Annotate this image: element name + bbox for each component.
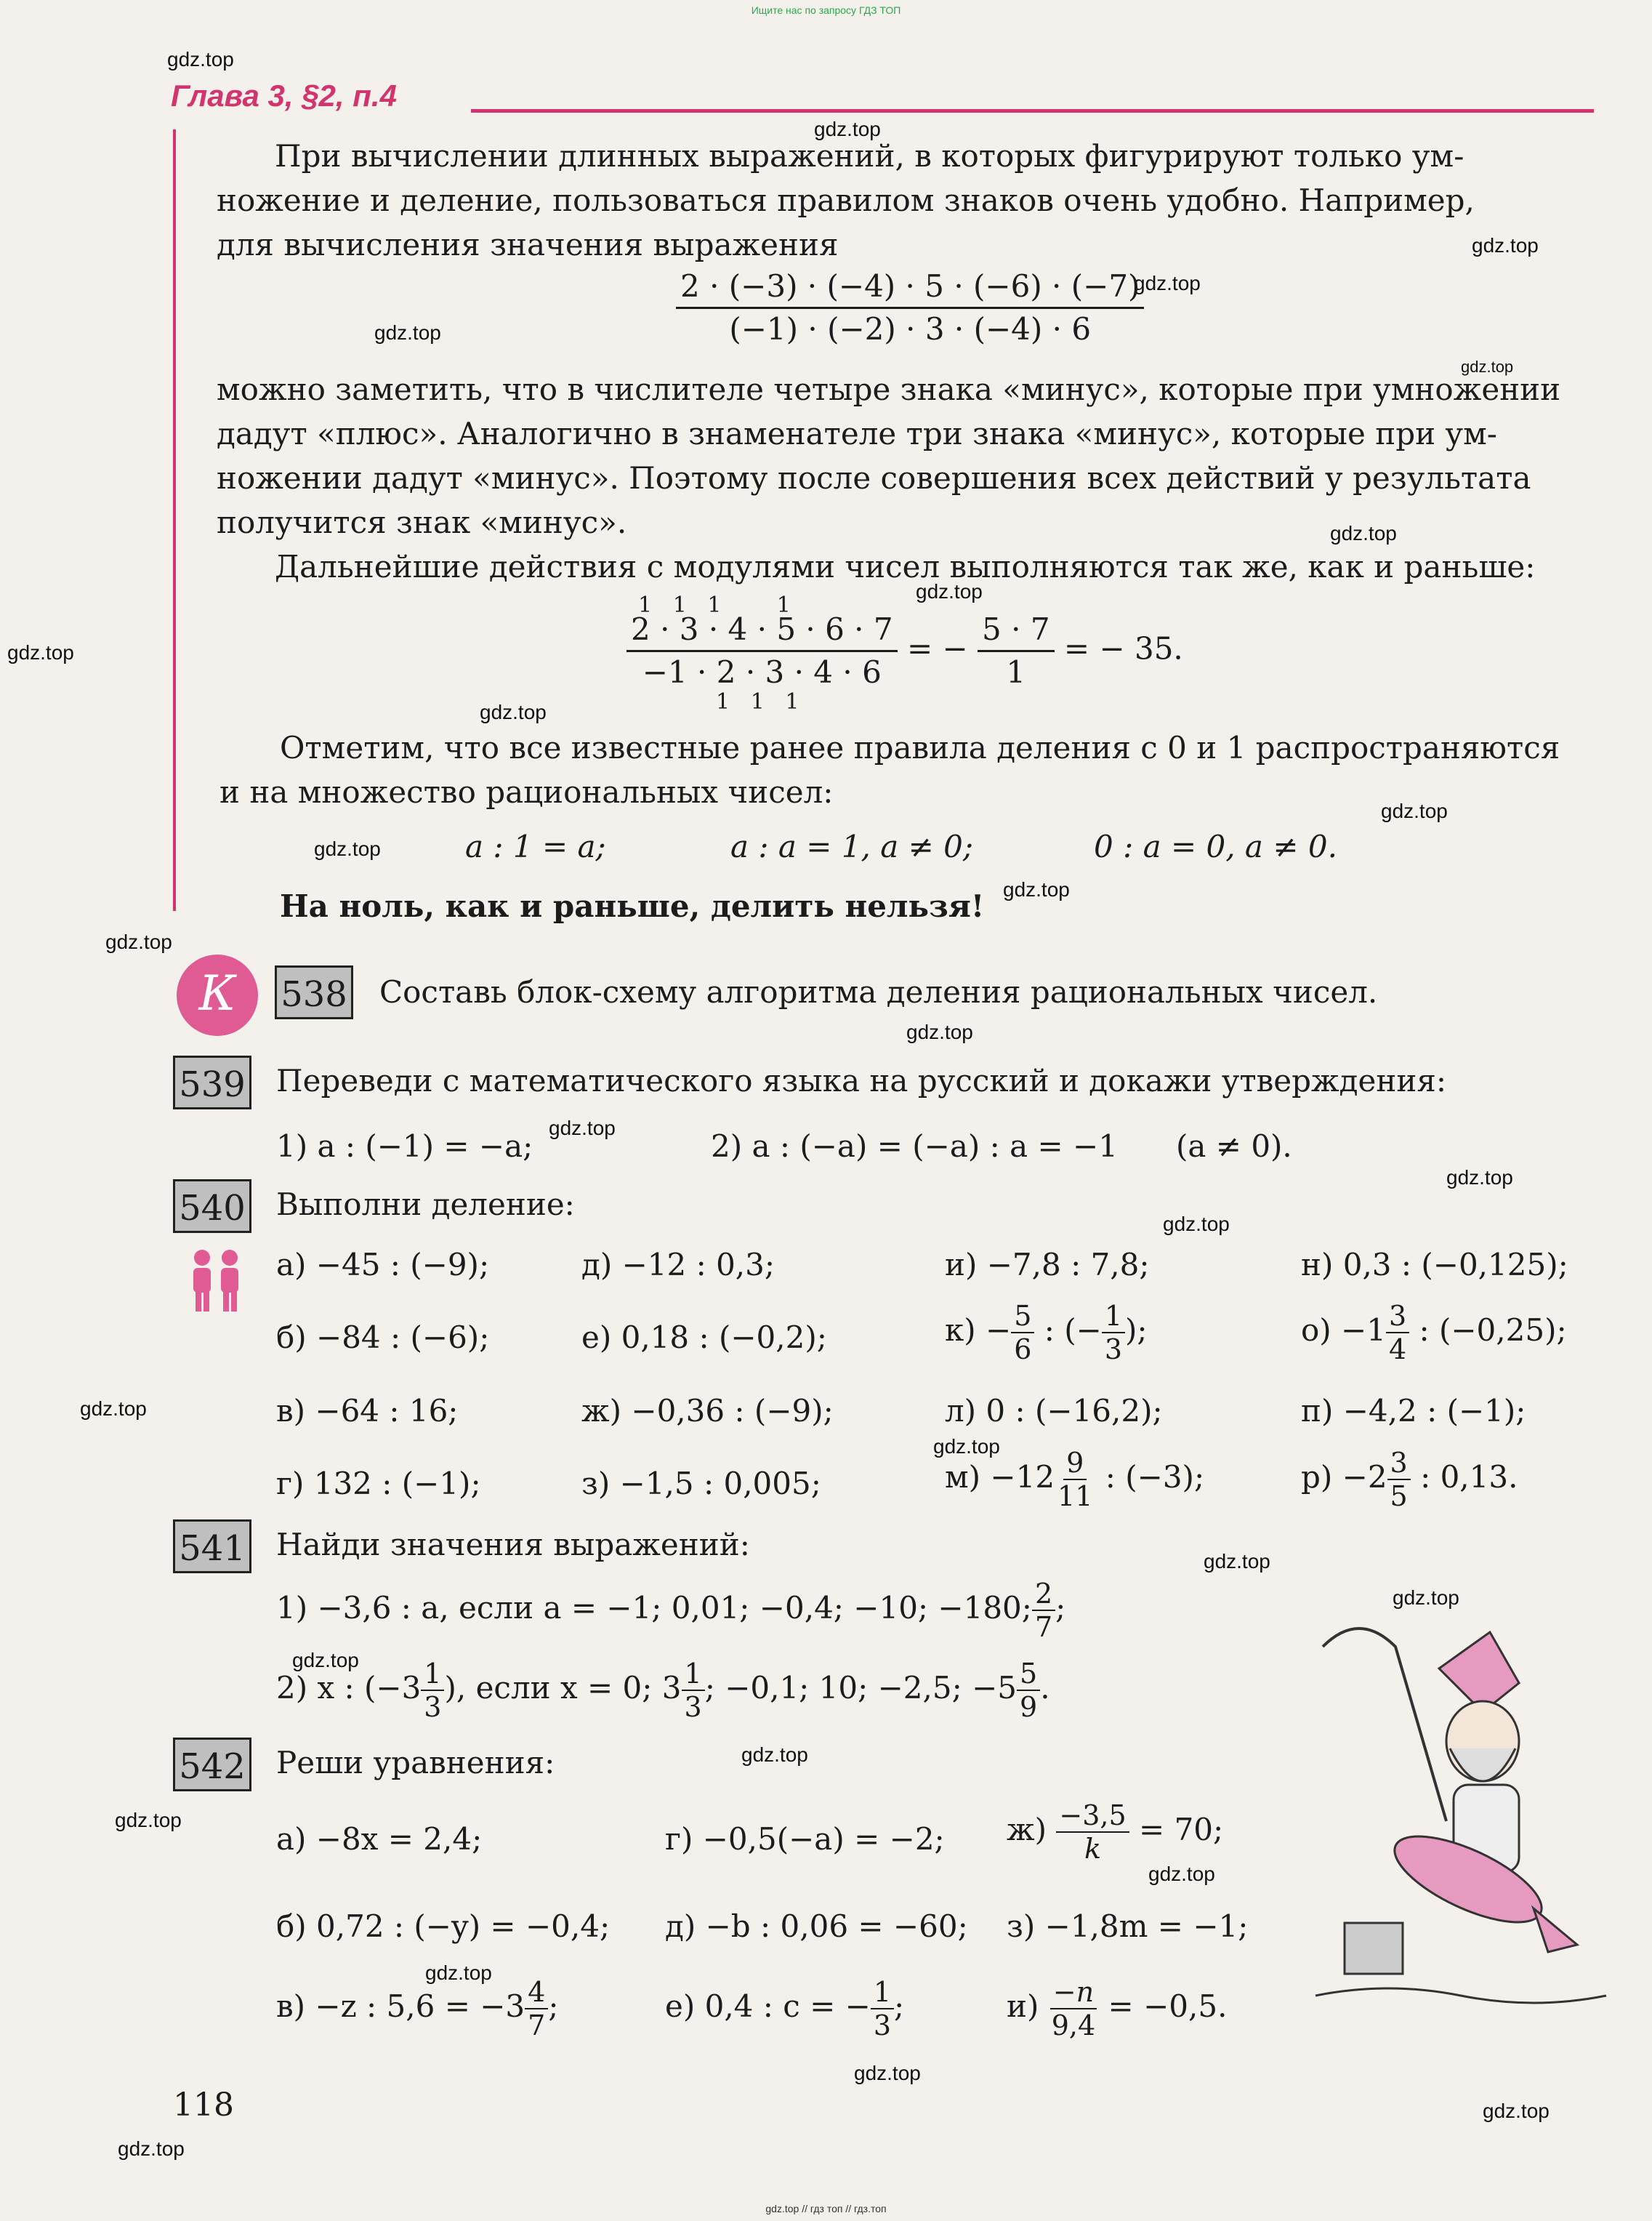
task-542-item: ж) $\frac{-3,5}{k}$ = 70;: [1007, 1799, 1224, 1865]
intro-line: Дальнейшие действия с модулями чисел выполняются так же, как и раньше:: [275, 549, 1536, 585]
task-540-item: в) −64 : 16;: [276, 1393, 459, 1429]
chapter-rule: [471, 109, 1594, 113]
task-539-item: 2) a : (−a) = (−a) : a = −1: [711, 1128, 1118, 1164]
watermark: gdz.top: [7, 641, 74, 664]
intro-line: Отметим, что все известные ранее правила деления с 0 и 1 распространяются: [280, 730, 1560, 766]
watermark: gdz.top: [118, 2137, 185, 2160]
watermark: gdz.top: [916, 580, 983, 603]
calc-denominator-2: 1: [1006, 654, 1026, 690]
page-number: 118: [173, 2087, 234, 2124]
task-542-item: е) 0,4 : c = − $\frac{1}{3}$ ;: [665, 1976, 905, 2041]
pair-work-icon: [188, 1248, 246, 1313]
task-542-item: г) −0,5(−a) = −2;: [665, 1821, 945, 1857]
task-542-item: д) −b : 0,06 = −60;: [665, 1908, 968, 1944]
watermark: gdz.top: [814, 118, 881, 140]
watermark: gdz.top: [80, 1397, 147, 1420]
watermark: gdz.top: [480, 701, 547, 723]
bottom-banner: gdz.top // гдз топ // гдз.топ: [765, 2203, 887, 2214]
intro-line: При вычислении длинных выражений, в которых фигурируют только ум-: [275, 138, 1464, 174]
watermark: gdz.top: [1472, 234, 1539, 257]
task-542-text: Реши уравнения:: [276, 1745, 555, 1780]
intro-line: для вычисления значения выражения: [217, 227, 839, 262]
watermark: gdz.top: [1134, 272, 1201, 294]
watermark: gdz.top: [105, 931, 172, 953]
task-540-item: ж) −0,36 : (−9);: [581, 1393, 834, 1429]
task-540-item: л) 0 : (−16,2);: [945, 1393, 1163, 1429]
calc-result: = − 35.: [1063, 630, 1183, 667]
task-540-item: п) −4,2 : (−1);: [1301, 1393, 1526, 1429]
watermark: gdz.top: [741, 1743, 808, 1766]
watermark: gdz.top: [1483, 2100, 1550, 2122]
calc-denominator: −1 · 2 · 3 · 4 · 6: [642, 654, 882, 690]
task-542-item: и) $\frac{-n}{9,4}$ = −0,5.: [1007, 1976, 1228, 2041]
watermark: gdz.top: [167, 48, 234, 71]
k-badge: К: [177, 955, 258, 1036]
task-539-item: 1) a : (−1) = −a;: [276, 1128, 533, 1164]
watermark: gdz.top: [1148, 1863, 1215, 1885]
task-540-item: к) − $\frac{5}{6}$ : (− $\frac{1}{3}$ );: [945, 1300, 1148, 1365]
task-540-item: и) −7,8 : 7,8;: [945, 1247, 1150, 1282]
task-number-538: 538: [275, 965, 353, 1019]
task-542-item: а) −8x = 2,4;: [276, 1821, 483, 1857]
task-541-line: 2) x : (−3 $\frac{1}{3}$ ), если x = 0; 3 $\frac{1}{3}$ ; −0,1; 10; −2,5; −5 $\frac{5}{9}$ .: [276, 1658, 1050, 1723]
watermark: gdz.top: [292, 1649, 359, 1671]
task-540-item: д) −12 : 0,3;: [581, 1247, 775, 1282]
intro-line: и на множество рациональных чисел:: [219, 774, 834, 810]
task-541-text: Найди значения выражений:: [276, 1527, 750, 1562]
task-539-item: (a ≠ 0).: [1176, 1128, 1292, 1164]
watermark: gdz.top: [854, 2062, 921, 2084]
task-number-539: 539: [173, 1056, 251, 1109]
watermark: gdz.top: [425, 1961, 492, 1984]
fraction-numerator: 2 · (−3) · (−4) · 5 · (−6) · (−7): [676, 269, 1144, 309]
bold-rule: На ноль, как и раньше, делить нельзя!: [280, 888, 985, 924]
watermark: gdz.top: [115, 1809, 182, 1831]
task-540-item: а) −45 : (−9);: [276, 1247, 490, 1282]
watermark: gdz.top: [1003, 878, 1070, 901]
rule-2: a : a = 1, a ≠ 0;: [730, 829, 974, 864]
task-540-item: р) −2 $\frac{3}{5}$ : 0,13.: [1301, 1447, 1518, 1512]
cancel-marks-bottom: 1 1 1: [716, 689, 799, 715]
task-541-line: 1) −3,6 : a, если a = −1; 0,01; −0,4; −10; −180; $\frac{2}{7}$ ;: [276, 1578, 1066, 1643]
watermark: gdz.top: [1446, 1166, 1513, 1189]
calc-numerator-2: 5 · 7: [978, 612, 1055, 652]
watermark: gdz.top: [549, 1117, 616, 1139]
rule-1: a : 1 = a;: [465, 829, 606, 864]
calc-equals: = −: [906, 630, 968, 667]
watermark: gdz.top: [1381, 800, 1448, 822]
task-539-text: Переведи с математического языка на русский и докажи утверждения:: [276, 1063, 1447, 1099]
task-540-item: м) −12 $\frac{9}{11}$ : (−3);: [945, 1447, 1205, 1512]
calculation: [626, 612, 1183, 690]
chapter-title: Глава 3, §2, п.4: [171, 79, 397, 113]
task-number-540: 540: [173, 1179, 251, 1233]
rule-3: 0 : a = 0, a ≠ 0.: [1094, 829, 1337, 864]
watermark: gdz.top: [1393, 1586, 1459, 1609]
intro-line: ножении дадут «минус». Поэтому после совершения всех действий у результата: [217, 460, 1531, 496]
watermark: gdz.top: [1330, 522, 1397, 545]
watermark: gdz.top: [906, 1021, 973, 1043]
fisherman-illustration: [1301, 1603, 1621, 2010]
task-542-item: в) −z : 5,6 = −3 $\frac{4}{7}$ ;: [276, 1976, 559, 2041]
top-banner: Ищите нас по запросу ГДЗ ТОП: [751, 4, 901, 16]
task-542-item: б) 0,72 : (−y) = −0,4;: [276, 1908, 611, 1944]
watermark: gdz.top: [374, 321, 441, 344]
task-542-item: з) −1,8m = −1;: [1007, 1908, 1249, 1944]
calc-numerator: 2 · 3 · 4 · 5 · 6 · 7: [626, 612, 898, 652]
task-number-541: 541: [173, 1519, 251, 1573]
watermark: gdz.top: [933, 1435, 1000, 1458]
task-540-item: г) 132 : (−1);: [276, 1466, 481, 1501]
watermark: gdz.top: [314, 838, 381, 860]
intro-line: можно заметить, что в числителе четыре знака «минус», которые при умножении: [217, 371, 1561, 407]
task-number-542: 542: [173, 1738, 251, 1791]
watermark: gdz.top: [1461, 358, 1514, 376]
task-538-text: Составь блок-схему алгоритма деления рациональных чисел.: [379, 974, 1378, 1010]
example-fraction: [676, 269, 1144, 347]
watermark: gdz.top: [1204, 1550, 1270, 1573]
intro-line: ножение и деление, пользоваться правилом знаков очень удобно. Например,: [217, 182, 1475, 218]
task-540-item: б) −84 : (−6);: [276, 1320, 490, 1355]
watermark: gdz.top: [1163, 1213, 1230, 1235]
section-side-bar: [173, 129, 176, 911]
cancel-marks-top: 1 1 1 1: [638, 593, 791, 618]
task-540-item: е) 0,18 : (−0,2);: [581, 1320, 827, 1355]
task-540-item: о) −1 $\frac{3}{4}$ : (−0,25);: [1301, 1300, 1567, 1365]
task-540-item: н) 0,3 : (−0,125);: [1301, 1247, 1568, 1282]
task-540-text: Выполни деление:: [276, 1186, 575, 1222]
task-540-item: з) −1,5 : 0,005;: [581, 1466, 821, 1501]
fraction-denominator: (−1) · (−2) · 3 · (−4) · 6: [729, 311, 1092, 347]
intro-line: дадут «плюс». Аналогично в знаменателе три знака «минус», которые при ум-: [217, 416, 1497, 451]
intro-line: получится знак «минус».: [217, 505, 627, 540]
